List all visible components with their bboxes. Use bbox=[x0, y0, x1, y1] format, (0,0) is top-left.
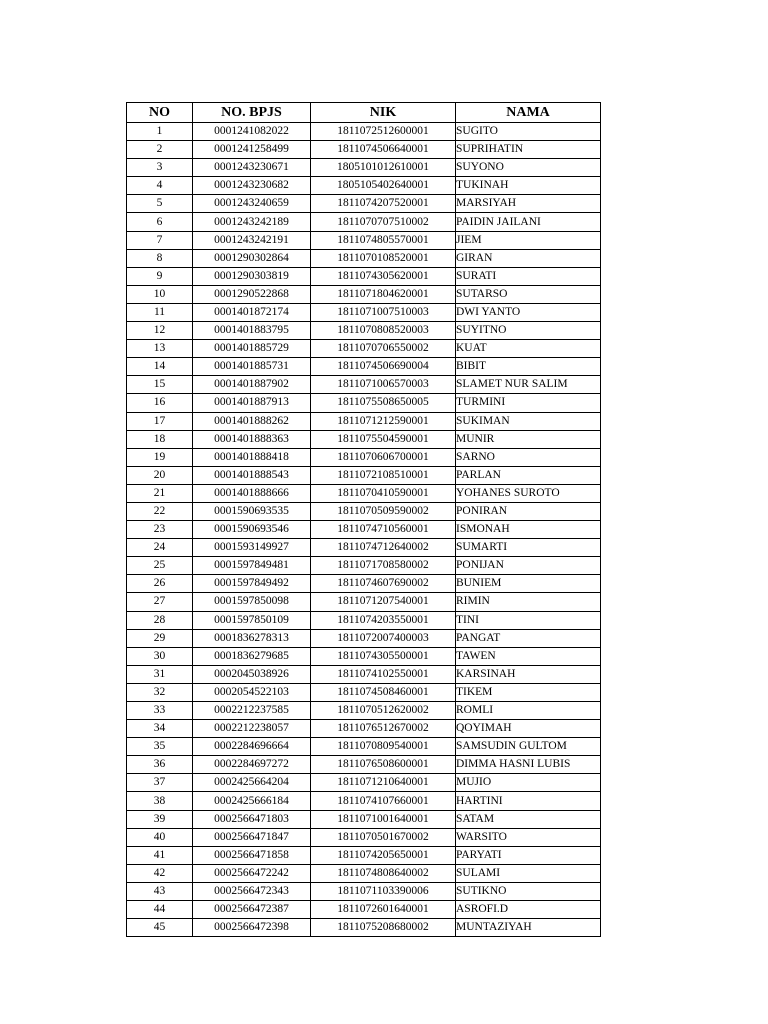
cell-nik: 1811071708580002 bbox=[311, 557, 456, 575]
cell-nik: 1805101012610001 bbox=[311, 159, 456, 177]
table-row bbox=[127, 159, 601, 177]
table-row bbox=[127, 864, 601, 882]
table-row bbox=[127, 702, 601, 720]
cell-bpjs: 0001836278313 bbox=[193, 629, 311, 647]
cell-no: 10 bbox=[127, 285, 193, 303]
table-row bbox=[127, 792, 601, 810]
table-row bbox=[127, 303, 601, 321]
cell-bpjs: 0001241082022 bbox=[193, 123, 311, 141]
cell-bpjs: 0001290303819 bbox=[193, 267, 311, 285]
cell-bpjs: 0002212238057 bbox=[193, 720, 311, 738]
cell-nama: PONIJAN bbox=[456, 557, 601, 575]
cell-bpjs: 0001243240659 bbox=[193, 195, 311, 213]
cell-nik: 1811074712640002 bbox=[311, 539, 456, 557]
cell-nama: SUYONO bbox=[456, 159, 601, 177]
cell-bpjs: 0002566472398 bbox=[193, 919, 311, 937]
cell-nama: SARNO bbox=[456, 448, 601, 466]
table-header-row bbox=[127, 103, 601, 123]
cell-nama: SUTIKNO bbox=[456, 882, 601, 900]
table-row bbox=[127, 720, 601, 738]
table-row bbox=[127, 195, 601, 213]
cell-no: 17 bbox=[127, 412, 193, 430]
cell-no: 9 bbox=[127, 267, 193, 285]
cell-bpjs: 0002284697272 bbox=[193, 756, 311, 774]
cell-bpjs: 0001241258499 bbox=[193, 141, 311, 159]
cell-nik: 1811075504590001 bbox=[311, 430, 456, 448]
cell-bpjs: 0001401888363 bbox=[193, 430, 311, 448]
cell-no: 39 bbox=[127, 810, 193, 828]
cell-no: 11 bbox=[127, 303, 193, 321]
cell-bpjs: 0001401887902 bbox=[193, 376, 311, 394]
table-row bbox=[127, 412, 601, 430]
table-row bbox=[127, 358, 601, 376]
cell-nik: 1805105402640001 bbox=[311, 177, 456, 195]
cell-bpjs: 0001290522868 bbox=[193, 285, 311, 303]
cell-nama: SULAMI bbox=[456, 864, 601, 882]
cell-bpjs: 0001593149927 bbox=[193, 539, 311, 557]
cell-bpjs: 0002566471858 bbox=[193, 846, 311, 864]
cell-nama: HARTINI bbox=[456, 792, 601, 810]
cell-nik: 1811071007510003 bbox=[311, 303, 456, 321]
table-row bbox=[127, 539, 601, 557]
cell-nama: QOYIMAH bbox=[456, 720, 601, 738]
cell-nama: SUMARTI bbox=[456, 539, 601, 557]
cell-no: 25 bbox=[127, 557, 193, 575]
cell-bpjs: 0001243242191 bbox=[193, 231, 311, 249]
table-row bbox=[127, 213, 601, 231]
cell-nik: 1811074305620001 bbox=[311, 267, 456, 285]
cell-nama: MUNIR bbox=[456, 430, 601, 448]
cell-no: 35 bbox=[127, 738, 193, 756]
table-row bbox=[127, 665, 601, 683]
cell-no: 23 bbox=[127, 521, 193, 539]
cell-no: 37 bbox=[127, 774, 193, 792]
cell-no: 33 bbox=[127, 702, 193, 720]
cell-nik: 1811075508650005 bbox=[311, 394, 456, 412]
cell-nik: 1811074107660001 bbox=[311, 792, 456, 810]
cell-nik: 1811070410590001 bbox=[311, 484, 456, 502]
cell-no: 30 bbox=[127, 647, 193, 665]
cell-nik: 1811072512600001 bbox=[311, 123, 456, 141]
cell-nik: 1811074207520001 bbox=[311, 195, 456, 213]
cell-nik: 1811075208680002 bbox=[311, 919, 456, 937]
cell-nama: TIKEM bbox=[456, 683, 601, 701]
cell-nama: SUPRIHATIN bbox=[456, 141, 601, 159]
cell-bpjs: 0002566471803 bbox=[193, 810, 311, 828]
cell-no: 1 bbox=[127, 123, 193, 141]
cell-nama: TAWEN bbox=[456, 647, 601, 665]
cell-no: 6 bbox=[127, 213, 193, 231]
cell-no: 42 bbox=[127, 864, 193, 882]
cell-nama: PANGAT bbox=[456, 629, 601, 647]
cell-no: 15 bbox=[127, 376, 193, 394]
cell-nama: MUNTAZIYAH bbox=[456, 919, 601, 937]
cell-nama: RIMIN bbox=[456, 593, 601, 611]
cell-bpjs: 0001401888262 bbox=[193, 412, 311, 430]
table-row bbox=[127, 448, 601, 466]
cell-bpjs: 0001590693546 bbox=[193, 521, 311, 539]
cell-nik: 1811071006570003 bbox=[311, 376, 456, 394]
cell-no: 21 bbox=[127, 484, 193, 502]
cell-nama: TUKINAH bbox=[456, 177, 601, 195]
cell-nama: MUJIO bbox=[456, 774, 601, 792]
cell-bpjs: 0001401888418 bbox=[193, 448, 311, 466]
cell-nama: ASROFI.D bbox=[456, 901, 601, 919]
table-row bbox=[127, 738, 601, 756]
cell-no: 36 bbox=[127, 756, 193, 774]
table-row bbox=[127, 141, 601, 159]
cell-bpjs: 0002284696664 bbox=[193, 738, 311, 756]
cell-no: 19 bbox=[127, 448, 193, 466]
cell-nama: SAMSUDIN GULTOM bbox=[456, 738, 601, 756]
cell-bpjs: 0001290302864 bbox=[193, 249, 311, 267]
cell-nama: SATAM bbox=[456, 810, 601, 828]
cell-bpjs: 0001836279685 bbox=[193, 647, 311, 665]
table-row bbox=[127, 322, 601, 340]
cell-nama: JIEM bbox=[456, 231, 601, 249]
table-row bbox=[127, 882, 601, 900]
cell-nik: 1811074506690004 bbox=[311, 358, 456, 376]
cell-no: 43 bbox=[127, 882, 193, 900]
cell-nama: BUNIEM bbox=[456, 575, 601, 593]
cell-nama: KUAT bbox=[456, 340, 601, 358]
cell-bpjs: 0001597850109 bbox=[193, 611, 311, 629]
cell-no: 31 bbox=[127, 665, 193, 683]
cell-nik: 1811074508460001 bbox=[311, 683, 456, 701]
cell-bpjs: 0002566472242 bbox=[193, 864, 311, 882]
cell-bpjs: 0002212237585 bbox=[193, 702, 311, 720]
cell-no: 27 bbox=[127, 593, 193, 611]
cell-nik: 1811070512620002 bbox=[311, 702, 456, 720]
cell-nik: 1811074102550001 bbox=[311, 665, 456, 683]
cell-nik: 1811071210640001 bbox=[311, 774, 456, 792]
cell-nik: 1811072601640001 bbox=[311, 901, 456, 919]
cell-nik: 1811071103390006 bbox=[311, 882, 456, 900]
cell-nama: GIRAN bbox=[456, 249, 601, 267]
cell-nik: 1811076508600001 bbox=[311, 756, 456, 774]
cell-nama: SUGITO bbox=[456, 123, 601, 141]
cell-no: 38 bbox=[127, 792, 193, 810]
cell-bpjs: 0002566472343 bbox=[193, 882, 311, 900]
cell-no: 24 bbox=[127, 539, 193, 557]
table-row bbox=[127, 810, 601, 828]
cell-bpjs: 0002566471847 bbox=[193, 828, 311, 846]
cell-no: 3 bbox=[127, 159, 193, 177]
cell-bpjs: 0001401888666 bbox=[193, 484, 311, 502]
table-row bbox=[127, 647, 601, 665]
table-body bbox=[127, 123, 601, 937]
cell-nik: 1811071207540001 bbox=[311, 593, 456, 611]
cell-bpjs: 0002054522103 bbox=[193, 683, 311, 701]
cell-nama: PARYATI bbox=[456, 846, 601, 864]
table-row bbox=[127, 249, 601, 267]
cell-bpjs: 0002045038926 bbox=[193, 665, 311, 683]
bpjs-member-table bbox=[126, 102, 601, 937]
cell-no: 13 bbox=[127, 340, 193, 358]
cell-nik: 1811074203550001 bbox=[311, 611, 456, 629]
cell-nama: DIMMA HASNI LUBIS bbox=[456, 756, 601, 774]
cell-nama: SUYITNO bbox=[456, 322, 601, 340]
cell-no: 4 bbox=[127, 177, 193, 195]
cell-bpjs: 0001243230682 bbox=[193, 177, 311, 195]
table-row bbox=[127, 919, 601, 937]
cell-nik: 1811072108510001 bbox=[311, 466, 456, 484]
cell-no: 16 bbox=[127, 394, 193, 412]
cell-nik: 1811074205650001 bbox=[311, 846, 456, 864]
table-row bbox=[127, 123, 601, 141]
cell-bpjs: 0001401883795 bbox=[193, 322, 311, 340]
header-nama: NAMA bbox=[456, 103, 601, 123]
cell-no: 34 bbox=[127, 720, 193, 738]
cell-nama: ROMLI bbox=[456, 702, 601, 720]
cell-nama: ISMONAH bbox=[456, 521, 601, 539]
cell-no: 7 bbox=[127, 231, 193, 249]
cell-nama: WARSITO bbox=[456, 828, 601, 846]
cell-nama: TINI bbox=[456, 611, 601, 629]
table-row bbox=[127, 267, 601, 285]
table-row bbox=[127, 521, 601, 539]
cell-no: 29 bbox=[127, 629, 193, 647]
cell-nama: PARLAN bbox=[456, 466, 601, 484]
cell-nik: 1811070509590002 bbox=[311, 502, 456, 520]
cell-nama: TURMINI bbox=[456, 394, 601, 412]
cell-nama: KARSINAH bbox=[456, 665, 601, 683]
table-row bbox=[127, 901, 601, 919]
table-row bbox=[127, 846, 601, 864]
cell-nik: 1811070707510002 bbox=[311, 213, 456, 231]
cell-nik: 1811072007400003 bbox=[311, 629, 456, 647]
table-row bbox=[127, 484, 601, 502]
cell-no: 14 bbox=[127, 358, 193, 376]
header-no: NO bbox=[127, 103, 193, 123]
cell-bpjs: 0001597849492 bbox=[193, 575, 311, 593]
cell-nik: 1811071001640001 bbox=[311, 810, 456, 828]
cell-bpjs: 0001590693535 bbox=[193, 502, 311, 520]
cell-nama: SURATI bbox=[456, 267, 601, 285]
cell-no: 5 bbox=[127, 195, 193, 213]
cell-nik: 1811070108520001 bbox=[311, 249, 456, 267]
cell-nik: 1811070808520003 bbox=[311, 322, 456, 340]
cell-bpjs: 0001243242189 bbox=[193, 213, 311, 231]
cell-bpjs: 0001401872174 bbox=[193, 303, 311, 321]
table-row bbox=[127, 629, 601, 647]
cell-nama: DWI YANTO bbox=[456, 303, 601, 321]
cell-nama: PONIRAN bbox=[456, 502, 601, 520]
cell-no: 12 bbox=[127, 322, 193, 340]
cell-nik: 1811071212590001 bbox=[311, 412, 456, 430]
cell-no: 26 bbox=[127, 575, 193, 593]
table-row bbox=[127, 177, 601, 195]
cell-no: 22 bbox=[127, 502, 193, 520]
cell-no: 41 bbox=[127, 846, 193, 864]
cell-nik: 1811074805570001 bbox=[311, 231, 456, 249]
cell-no: 2 bbox=[127, 141, 193, 159]
table-row bbox=[127, 285, 601, 303]
cell-nik: 1811074710560001 bbox=[311, 521, 456, 539]
cell-bpjs: 0001401885729 bbox=[193, 340, 311, 358]
table-row bbox=[127, 466, 601, 484]
cell-nama: SUKIMAN bbox=[456, 412, 601, 430]
table-row bbox=[127, 376, 601, 394]
cell-nik: 1811071804620001 bbox=[311, 285, 456, 303]
cell-bpjs: 0002566472387 bbox=[193, 901, 311, 919]
header-bpjs: NO. BPJS bbox=[193, 103, 311, 123]
table-row bbox=[127, 231, 601, 249]
cell-no: 45 bbox=[127, 919, 193, 937]
table-row bbox=[127, 340, 601, 358]
table-row bbox=[127, 611, 601, 629]
cell-nama: PAIDIN JAILANI bbox=[456, 213, 601, 231]
cell-no: 28 bbox=[127, 611, 193, 629]
cell-bpjs: 0001401888543 bbox=[193, 466, 311, 484]
cell-nik: 1811076512670002 bbox=[311, 720, 456, 738]
cell-no: 18 bbox=[127, 430, 193, 448]
cell-no: 44 bbox=[127, 901, 193, 919]
cell-bpjs: 0001243230671 bbox=[193, 159, 311, 177]
cell-nama: SUTARSO bbox=[456, 285, 601, 303]
cell-nik: 1811070706550002 bbox=[311, 340, 456, 358]
cell-nik: 1811070809540001 bbox=[311, 738, 456, 756]
cell-no: 8 bbox=[127, 249, 193, 267]
cell-nik: 1811074305500001 bbox=[311, 647, 456, 665]
table-row bbox=[127, 593, 601, 611]
cell-no: 20 bbox=[127, 466, 193, 484]
table-row bbox=[127, 502, 601, 520]
cell-nik: 1811070606700001 bbox=[311, 448, 456, 466]
cell-bpjs: 0001401887913 bbox=[193, 394, 311, 412]
cell-nik: 1811074506640001 bbox=[311, 141, 456, 159]
cell-bpjs: 0001597850098 bbox=[193, 593, 311, 611]
cell-nama: BIBIT bbox=[456, 358, 601, 376]
table-row bbox=[127, 756, 601, 774]
cell-nama: MARSIYAH bbox=[456, 195, 601, 213]
cell-bpjs: 0001597849481 bbox=[193, 557, 311, 575]
cell-nama: SLAMET NUR SALIM bbox=[456, 376, 601, 394]
table-row bbox=[127, 557, 601, 575]
table-row bbox=[127, 430, 601, 448]
cell-bpjs: 0002425666184 bbox=[193, 792, 311, 810]
table-row bbox=[127, 683, 601, 701]
cell-nama: YOHANES SUROTO bbox=[456, 484, 601, 502]
header-nik: NIK bbox=[311, 103, 456, 123]
cell-no: 40 bbox=[127, 828, 193, 846]
table-row bbox=[127, 828, 601, 846]
table-row bbox=[127, 394, 601, 412]
cell-nik: 1811074607690002 bbox=[311, 575, 456, 593]
cell-bpjs: 0002425664204 bbox=[193, 774, 311, 792]
cell-bpjs: 0001401885731 bbox=[193, 358, 311, 376]
table-row bbox=[127, 575, 601, 593]
table-row bbox=[127, 774, 601, 792]
cell-nik: 1811074808640002 bbox=[311, 864, 456, 882]
cell-nik: 1811070501670002 bbox=[311, 828, 456, 846]
cell-no: 32 bbox=[127, 683, 193, 701]
